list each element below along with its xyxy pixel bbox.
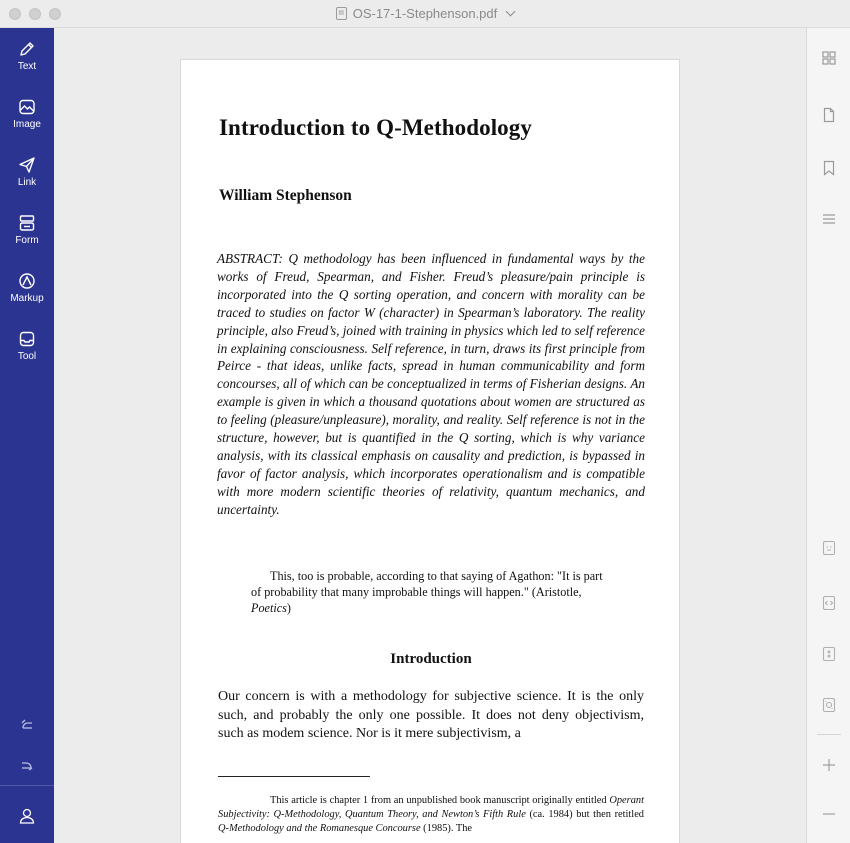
pdf-file-icon: ▤	[336, 7, 347, 20]
page-icon	[821, 107, 837, 123]
thumbnails-button[interactable]	[819, 48, 839, 68]
document-title-menu[interactable]	[336, 6, 515, 21]
window-controls	[9, 8, 61, 20]
quote-text: This, too is probable, according to that saying of Agathon: "It is part of probability that many improbable things will happen." (Aristotle,	[251, 569, 603, 600]
right-rail-divider	[817, 734, 841, 735]
form-tool-label: Form	[15, 235, 39, 246]
document-author: William Stephenson	[219, 187, 352, 204]
image-tool-label: Image	[13, 119, 41, 130]
left-toolbar	[0, 28, 54, 843]
markup-icon	[18, 272, 36, 290]
footnote-title-1: Operant Subjectivity: Q-Methodology, Quantum Theory, and Newton’s Fifth Rule	[218, 795, 644, 821]
scan-button[interactable]	[819, 695, 839, 715]
document-title: Introduction to Q-Methodology	[219, 115, 532, 140]
text-tool-button[interactable]	[0, 40, 54, 72]
window-title: OS-17-1-Stephenson.pdf	[352, 6, 498, 21]
scan-icon	[821, 697, 837, 713]
account-button[interactable]	[17, 806, 37, 826]
thumbnails-icon	[821, 50, 837, 66]
close-window-button[interactable]	[9, 8, 21, 20]
undo-button[interactable]	[17, 715, 37, 735]
form-icon	[18, 214, 36, 232]
footnote-text-2: (ca. 1984) but then retitled	[525, 809, 644, 821]
minimize-window-button[interactable]	[29, 8, 41, 20]
bookmark-icon	[821, 160, 837, 176]
convert-icon	[821, 595, 837, 611]
outline-icon	[821, 211, 837, 227]
compress-icon	[821, 646, 837, 662]
image-icon	[18, 98, 36, 116]
undo-icon	[19, 717, 35, 733]
footnote-title-2: Q-Methodology and the Romanesque Concourse	[218, 823, 421, 835]
bookmark-button[interactable]	[819, 158, 839, 178]
compress-button[interactable]	[819, 644, 839, 664]
page-button[interactable]	[819, 105, 839, 125]
sidebar-divider	[0, 785, 54, 786]
footnote-text-3: (1985). The	[420, 823, 473, 835]
quote-source: Poetics	[251, 601, 287, 616]
user-icon	[18, 807, 36, 825]
markup-tool-button[interactable]	[0, 272, 54, 304]
chevron-down-icon	[506, 7, 516, 17]
footnote	[218, 794, 644, 837]
zoom-in-button[interactable]	[819, 755, 839, 775]
title-bar	[0, 0, 850, 28]
form-tool-button[interactable]	[0, 214, 54, 246]
section-heading: Introduction	[390, 651, 472, 667]
convert-button[interactable]	[819, 593, 839, 613]
epigraph-quote	[251, 568, 613, 617]
zoom-window-button[interactable]	[49, 8, 61, 20]
footnote-text-1: This article is chapter 1 from an unpublished book manuscript originally entitled	[270, 795, 610, 806]
quote-close: )	[286, 601, 291, 616]
ocr-button[interactable]	[819, 538, 839, 558]
paper-plane-icon	[18, 156, 36, 174]
link-tool-button[interactable]	[0, 156, 54, 188]
document-abstract: ABSTRACT: Q methodology has been influenced in fundamental ways by the works of Freud, Spearman, and Fisher. Freud’s pleasure/pain principle is incorporated into the Q sorting operation, and concern with morality can be traced to studies on factor W (character) in Spearman’s laboratory. The reality principle, also Freud’s, joined with training in physics which led to self reference in explaining consciousness. Self reference, in turn, draws its first principle from Peirce - that ideas, unlike facts, spread in human communicability and form concourses, all of which can be conceptualized in terms of Fisherian designs. An example is given in which a thousand quotations about women are structured as to feeling (pleasure/unpleasure), morality, and reality. Self reference is not in the structure, however, but is quantified in the Q sorting, which is why variance analysis, with its classical emphasis on causality and prediction, is bypassed in favor of factor analysis, which incorporates operationalism and is compatible with more modern scientific theories of relativity, quantum mechanics, and uncertainty.	[217, 251, 645, 517]
zoom-out-button[interactable]	[819, 804, 839, 824]
right-toolbar	[806, 28, 850, 843]
toolbox-icon	[18, 330, 36, 348]
tool-tool-button[interactable]	[0, 330, 54, 362]
zoom-in-icon	[821, 757, 837, 773]
pencil-icon	[18, 40, 36, 58]
link-tool-label: Link	[17, 177, 37, 188]
redo-button[interactable]	[17, 755, 37, 775]
outline-button[interactable]	[819, 209, 839, 229]
ocr-icon	[821, 540, 837, 556]
zoom-out-icon	[821, 806, 837, 822]
image-tool-button[interactable]	[0, 98, 54, 130]
pdf-page[interactable]	[180, 59, 680, 843]
footnote-rule	[218, 776, 370, 777]
body-paragraph: Our concern is with a methodology for subjective science. It is the only such, and probably the only one possible. It does not deny objectivism, such as modem science. Nor is it mere subjectivism, a	[218, 689, 644, 742]
markup-tool-label: Markup	[10, 293, 44, 304]
document-viewport[interactable]	[54, 28, 806, 843]
redo-icon	[19, 757, 35, 773]
tool-tool-label: Tool	[17, 351, 37, 362]
text-tool-label: Text	[17, 61, 37, 72]
